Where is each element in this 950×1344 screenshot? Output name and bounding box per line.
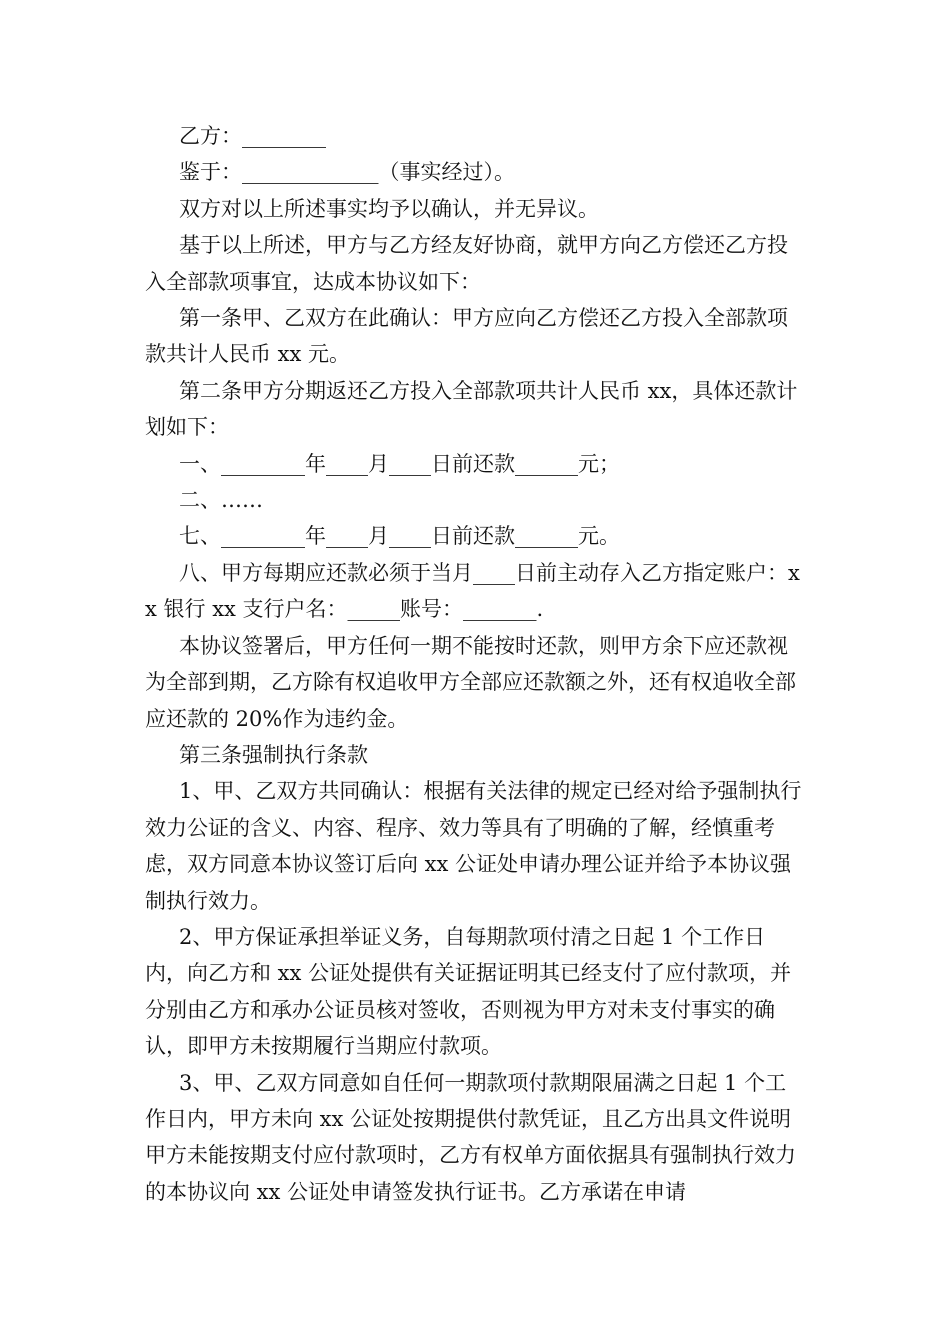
paragraph-agreement-intro: 基于以上所述，甲方与乙方经友好协商，就甲方向乙方偿还乙方投入全部款项事宜，达成本协议如下：	[145, 233, 788, 294]
paragraph-installment-2: 二、……	[179, 488, 263, 513]
paragraph-whereas: 鉴于：_____________（事实经过）。	[179, 160, 515, 185]
paragraph-article-2: 第二条甲方分期返还乙方投入全部款项共计人民币 xx，具体还款计划如下：	[145, 378, 798, 440]
paragraph-party-b: 乙方：________	[179, 124, 326, 148]
paragraph-article-1: 第一条甲、乙双方在此确认：甲方应向乙方偿还乙方投入全部款项款共计人民币 xx 元。	[145, 306, 788, 367]
paragraph-enforcement-2: 2、甲方保证承担举证义务，自每期款项付清之日起 1 个工作日内，向乙方和 xx 公证处提供有关证据证明其已经支付了应付款项，并分别由乙方和承办公证员核对签收，否则视为甲方对未支付事实的确认，即甲方未按期履行当期应付款项。	[145, 924, 792, 1059]
paragraph-enforcement-3: 3、甲、乙双方同意如自任何一期款项付款期限届满之日起 1 个工作日内，甲方未向 xx 公证处按期提供付款凭证，且乙方出具文件说明甲方未能按期支付应付款项时，乙方有权单方面依据具有强制执行效力的本协议向 xx 公证处申请签发执行证书。乙方承诺在申请	[145, 1070, 796, 1204]
paragraph-installment-8: 八、甲方每期应还款必须于当月____日前主动存入乙方指定账户：xx 银行 xx 支行户名：_____账号：_______.	[145, 560, 800, 622]
paragraph-installment-7: 七、________年____月____日前还款______元。	[179, 524, 620, 549]
paragraph-default-clause: 本协议签署后，甲方任何一期不能按时还款，则甲方余下应还款视为全部到期，乙方除有权追收甲方全部应还款额之外，还有权追收全部应还款的 20%作为违约金。	[145, 633, 796, 731]
document-body	[145, 118, 805, 1210]
paragraph-installment-1: 一、________年____月____日前还款______元；	[179, 451, 620, 476]
paragraph-article-3-heading: 第三条强制执行条款	[179, 742, 368, 767]
paragraph-confirmation: 双方对以上所述事实均予以确认，并无异议。	[179, 196, 599, 221]
paragraph-enforcement-1: 1、甲、乙双方共同确认：根据有关法律的规定已经对给予强制执行效力公证的含义、内容、程序、效力等具有了明确的了解，经慎重考虑，双方同意本协议签订后向 xx 公证处申请办理公证并给予本协议强制执行效力。	[145, 779, 802, 913]
